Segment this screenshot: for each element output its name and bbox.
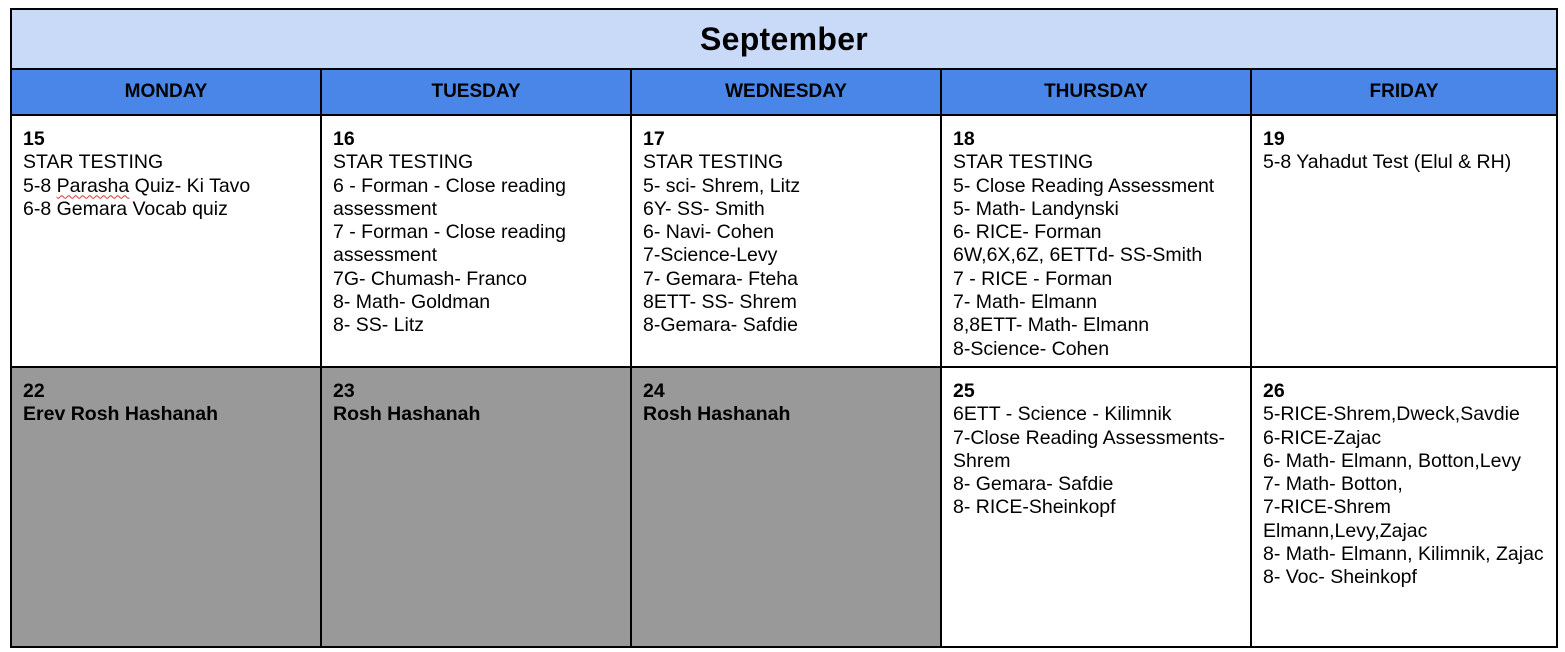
day-cell-22 <box>12 368 322 646</box>
holiday-label: Erev Rosh Hashanah <box>23 403 219 426</box>
date-number: 16 <box>333 128 355 150</box>
event-line: 6ETT - Science - Kilimnik <box>953 403 1172 426</box>
event-line: 6W,6X,6Z, 6ETTd- SS-Smith <box>953 244 1203 267</box>
day-cell-25 <box>942 368 1252 646</box>
day-header-tuesday: TUESDAY <box>322 70 632 116</box>
day-cell-18 <box>942 116 1252 368</box>
event-line: 7 - Forman - Close reading assessment <box>333 221 572 267</box>
day-header-monday: MONDAY <box>12 70 322 116</box>
event-line <box>23 175 320 198</box>
event-line: 7-Close Reading Assessments- Shrem <box>953 426 1231 472</box>
event-line: STAR TESTING <box>953 151 1094 174</box>
event-line: 8- Gemara- Safdie <box>953 473 1114 496</box>
date-number: 24 <box>643 380 665 402</box>
event-line: 6Y- SS- Smith <box>643 197 765 220</box>
event-line: 5-RICE-Shrem,Dweck,Savdie <box>1263 403 1520 426</box>
date-number: 17 <box>643 128 665 150</box>
event-line: 7-RICE-Shrem Elmann,Levy,Zajac <box>1263 496 1428 542</box>
event-line: 8ETT- SS- Shrem <box>643 291 797 314</box>
event-line: 8- SS- Litz <box>333 314 425 337</box>
day-cell-15 <box>12 116 322 368</box>
date-number: 25 <box>953 380 975 402</box>
date-number: 19 <box>1263 128 1285 150</box>
day-header-friday: FRIDAY <box>1252 70 1556 116</box>
day-header-thursday: THURSDAY <box>942 70 1252 116</box>
event-line: 8- Math- Elmann, Kilimnik, Zajac <box>1263 543 1544 566</box>
date-number: 18 <box>953 128 975 150</box>
event-line: STAR TESTING <box>333 151 474 174</box>
holiday-label: Rosh Hashanah <box>333 403 481 426</box>
calendar <box>10 8 1558 648</box>
event-line: 7- Math- Elmann <box>953 291 1098 314</box>
event-line: 5- sci- Shrem, Litz <box>643 174 801 197</box>
event-line: STAR TESTING <box>23 151 164 174</box>
event-line: 8-Science- Cohen <box>953 337 1110 360</box>
date-number: 15 <box>23 128 45 150</box>
event-line: 6- Math- Elmann, Botton,Levy <box>1263 449 1521 472</box>
holiday-label: Rosh Hashanah <box>643 403 791 426</box>
event-line: 7- Gemara- Fteha <box>643 267 798 290</box>
event-line: 6-8 Gemara Vocab quiz <box>23 197 228 220</box>
event-line: 5- Close Reading Assessment <box>953 174 1215 197</box>
event-line: 7- Math- Botton, <box>1263 473 1403 496</box>
misspelled-word: Parasha <box>56 174 130 197</box>
event-rest: Quiz- Ki Tavo <box>134 174 251 197</box>
day-cell-19 <box>1252 116 1556 368</box>
day-cell-23 <box>322 368 632 646</box>
event-line: 5- Math- Landynski <box>953 197 1119 220</box>
event-line: 6- Navi- Cohen <box>643 221 775 244</box>
event-line: 7G- Chumash- Franco <box>333 267 527 290</box>
date-number: 22 <box>23 380 45 402</box>
event-line: 5-8 Yahadut Test (Elul & RH) <box>1263 151 1512 174</box>
event-line: 8-Gemara- Safdie <box>643 314 798 337</box>
day-header-wednesday: WEDNESDAY <box>632 70 942 116</box>
month-title: September <box>12 10 1556 70</box>
date-number: 26 <box>1263 380 1285 402</box>
event-line: STAR TESTING <box>643 151 784 174</box>
event-line: 8- Voc- Sheinkopf <box>1263 566 1417 589</box>
event-line: 6- RICE- Forman <box>953 221 1102 244</box>
day-cell-16 <box>322 116 632 368</box>
event-line: 8- Math- Goldman <box>333 291 491 314</box>
day-cell-26 <box>1252 368 1556 646</box>
event-line: 8- RICE-Sheinkopf <box>953 496 1116 519</box>
event-line: 7 - RICE - Forman <box>953 267 1113 290</box>
day-cell-17 <box>632 116 942 368</box>
date-number: 23 <box>333 380 355 402</box>
event-line: 6-RICE-Zajac <box>1263 426 1382 449</box>
event-line: 8,8ETT- Math- Elmann <box>953 314 1150 337</box>
event-line: 7-Science-Levy <box>643 244 778 267</box>
event-grade: 5-8 <box>23 174 52 197</box>
event-line: 6 - Forman - Close reading assessment <box>333 174 572 220</box>
day-cell-24 <box>632 368 942 646</box>
